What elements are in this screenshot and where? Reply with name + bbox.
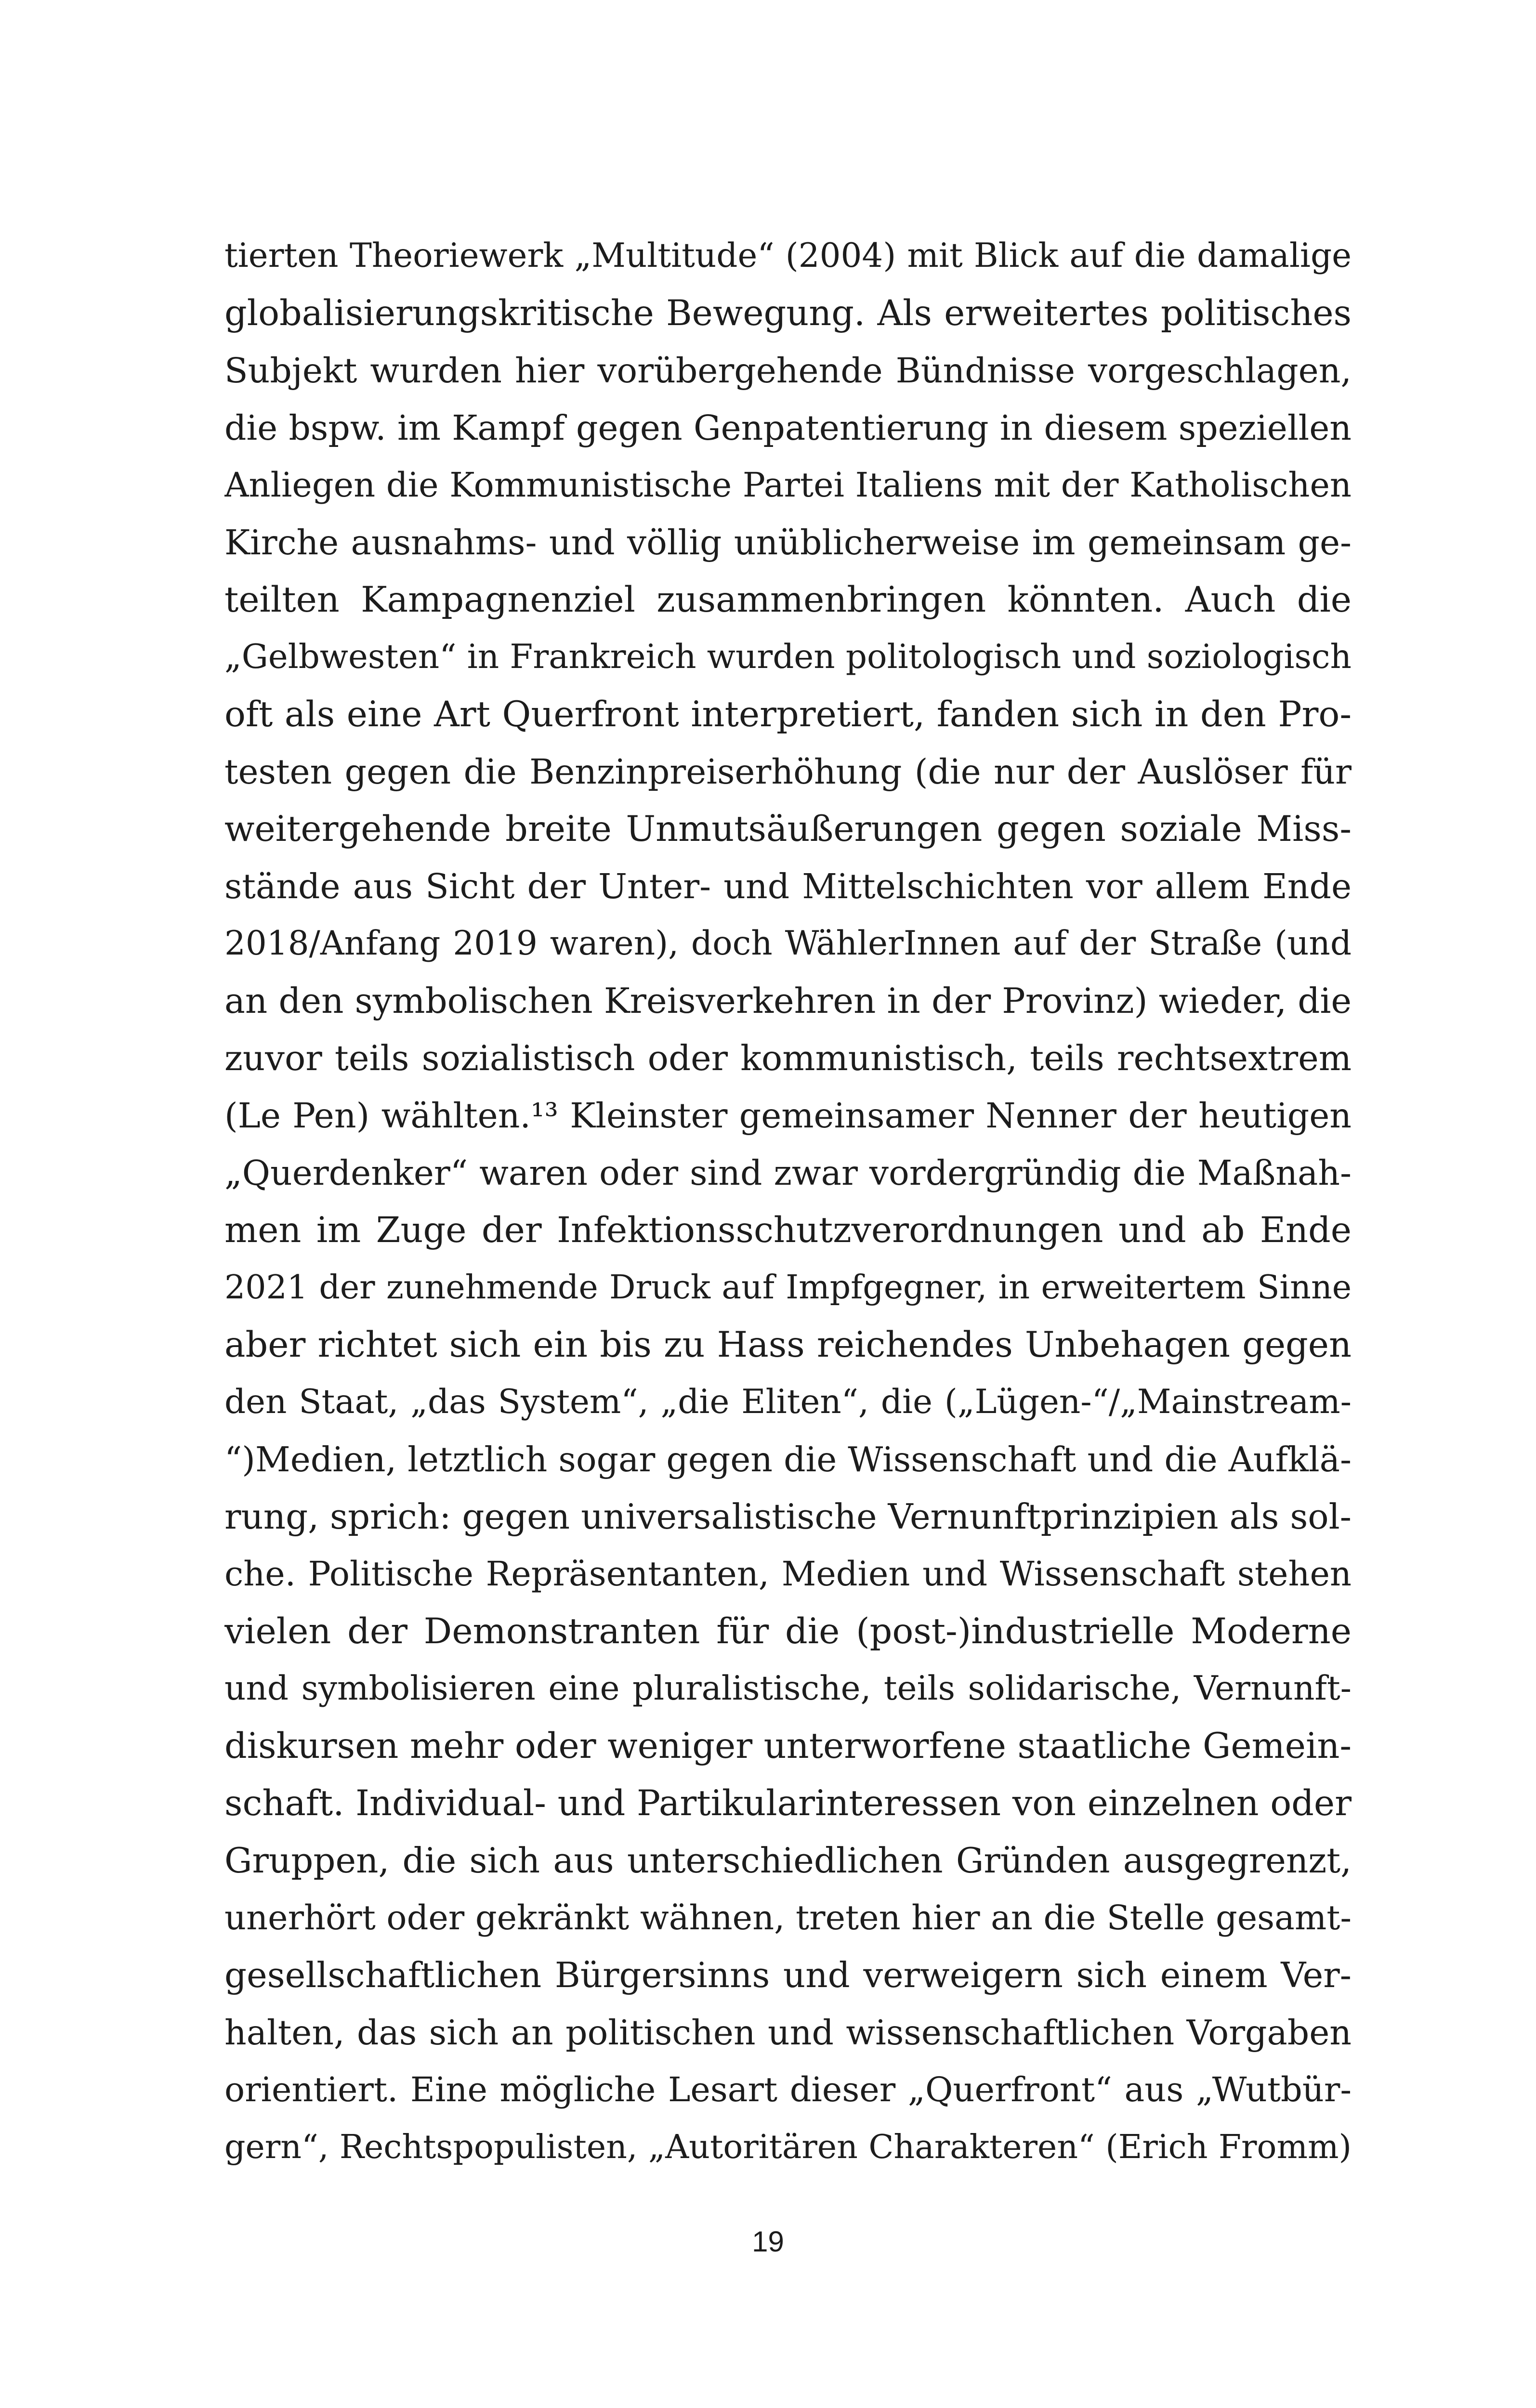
text-line-14: an den symbolischen Kreisverkehren in der Provinz) wieder, die	[224, 981, 1352, 1021]
text-line-9: oft als eine Art Querfront interpretiert, fanden sich in den Pro-	[224, 694, 1352, 735]
text-line-23: rung, sprich: gegen universalistische Vernunftprinzipien als sol-	[224, 1496, 1352, 1537]
text-line-25: vielen der Demonstranten für die (post-)industrielle Moderne	[224, 1611, 1352, 1652]
text-line-10: testen gegen die Benzinpreiserhöhung (die nur der Auslöser für	[224, 752, 1352, 792]
text-line-22: “)Medien, letztlich sogar gegen die Wissenschaft und die Aufklä-	[224, 1440, 1352, 1479]
text-line-28: schaft. Individual- und Partikularinteressen von einzelnen oder	[224, 1783, 1352, 1824]
text-line-21: den Staat, „das System“, „die Eliten“, die („Lügen-“/„Mainstream-	[224, 1383, 1352, 1421]
text-line-11: weitergehende breite Unmutsäußerungen gegen soziale Miss-	[224, 809, 1352, 850]
text-line-7: teilten Kampagnenziel zusammenbringen könnten. Auch die	[224, 579, 1352, 620]
body-text	[224, 227, 1352, 2176]
text-line-6: Kirche ausnahms- und völlig unüblicherweise im gemeinsam ge-	[224, 523, 1352, 563]
text-line-8: „Gelbwesten“ in Frankreich wurden politologisch und soziologisch	[224, 638, 1352, 676]
text-line-18: men im Zuge der Infektionsschutzverordnungen und ab Ende	[224, 1210, 1352, 1251]
text-line-29: Gruppen, die sich aus unterschiedlichen Gründen ausgegrenzt,	[224, 1840, 1352, 1881]
text-line-12: stände aus Sicht der Unter- und Mittelschichten vor allem Ende	[224, 866, 1352, 906]
text-line-30: unerhört oder gekränkt wähnen, treten hier an die Stelle gesamt-	[224, 1898, 1352, 1937]
text-line-33: orientiert. Eine mögliche Lesart dieser „Querfront“ aus „Wutbür-	[224, 2070, 1352, 2109]
text-line-24: che. Politische Repräsentanten, Medien und Wissenschaft stehen	[224, 1554, 1352, 1594]
page-number: 19	[752, 2225, 784, 2258]
text-line-31: gesellschaftlichen Bürgersinns und verweigern sich einem Ver-	[224, 1955, 1352, 1995]
text-line-13: 2018/Anfang 2019 waren), doch WählerInnen auf der Straße (und	[224, 924, 1352, 963]
text-line-4: die bspw. im Kampf gegen Genpatentierung in diesem speziellen	[224, 408, 1352, 448]
text-line-19: 2021 der zunehmende Druck auf Impfgegner, in erweitertem Sinne	[224, 1269, 1352, 1307]
text-line-16: (Le Pen) wählten.¹³ Kleinster gemeinsamer Nenner der heutigen	[224, 1096, 1352, 1136]
text-line-27: diskursen mehr oder weniger unterworfene staatliche Gemein-	[224, 1726, 1352, 1767]
text-line-32: halten, das sich an politischen und wissenschaftlichen Vorgaben	[224, 2013, 1352, 2053]
text-line-26: und symbolisieren eine pluralistische, teils solidarische, Vernunft-	[224, 1669, 1352, 1708]
text-line-17: „Querdenker“ waren oder sind zwar vordergründig die Maßnah-	[224, 1153, 1352, 1193]
text-line-5: Anliegen die Kommunistische Partei Italiens mit der Katholischen	[224, 465, 1352, 505]
text-line-15: zuvor teils sozialistisch oder kommunistisch, teils rechtsextrem	[224, 1038, 1352, 1078]
text-line-3: Subjekt wurden hier vorübergehende Bündnisse vorgeschlagen,	[224, 351, 1352, 391]
text-line-20: aber richtet sich ein bis zu Hass reichendes Unbehagen gegen	[224, 1324, 1352, 1365]
text-line-1: tierten Theoriewerk „Multitude“ (2004) mit Blick auf die damalige	[224, 236, 1352, 275]
text-line-34: gern“, Rechtspopulisten, „Autoritären Charakteren“ (Erich Fromm)	[224, 2128, 1352, 2166]
text-line-2: globalisierungskritische Bewegung. Als erweitertes politisches	[224, 293, 1352, 334]
